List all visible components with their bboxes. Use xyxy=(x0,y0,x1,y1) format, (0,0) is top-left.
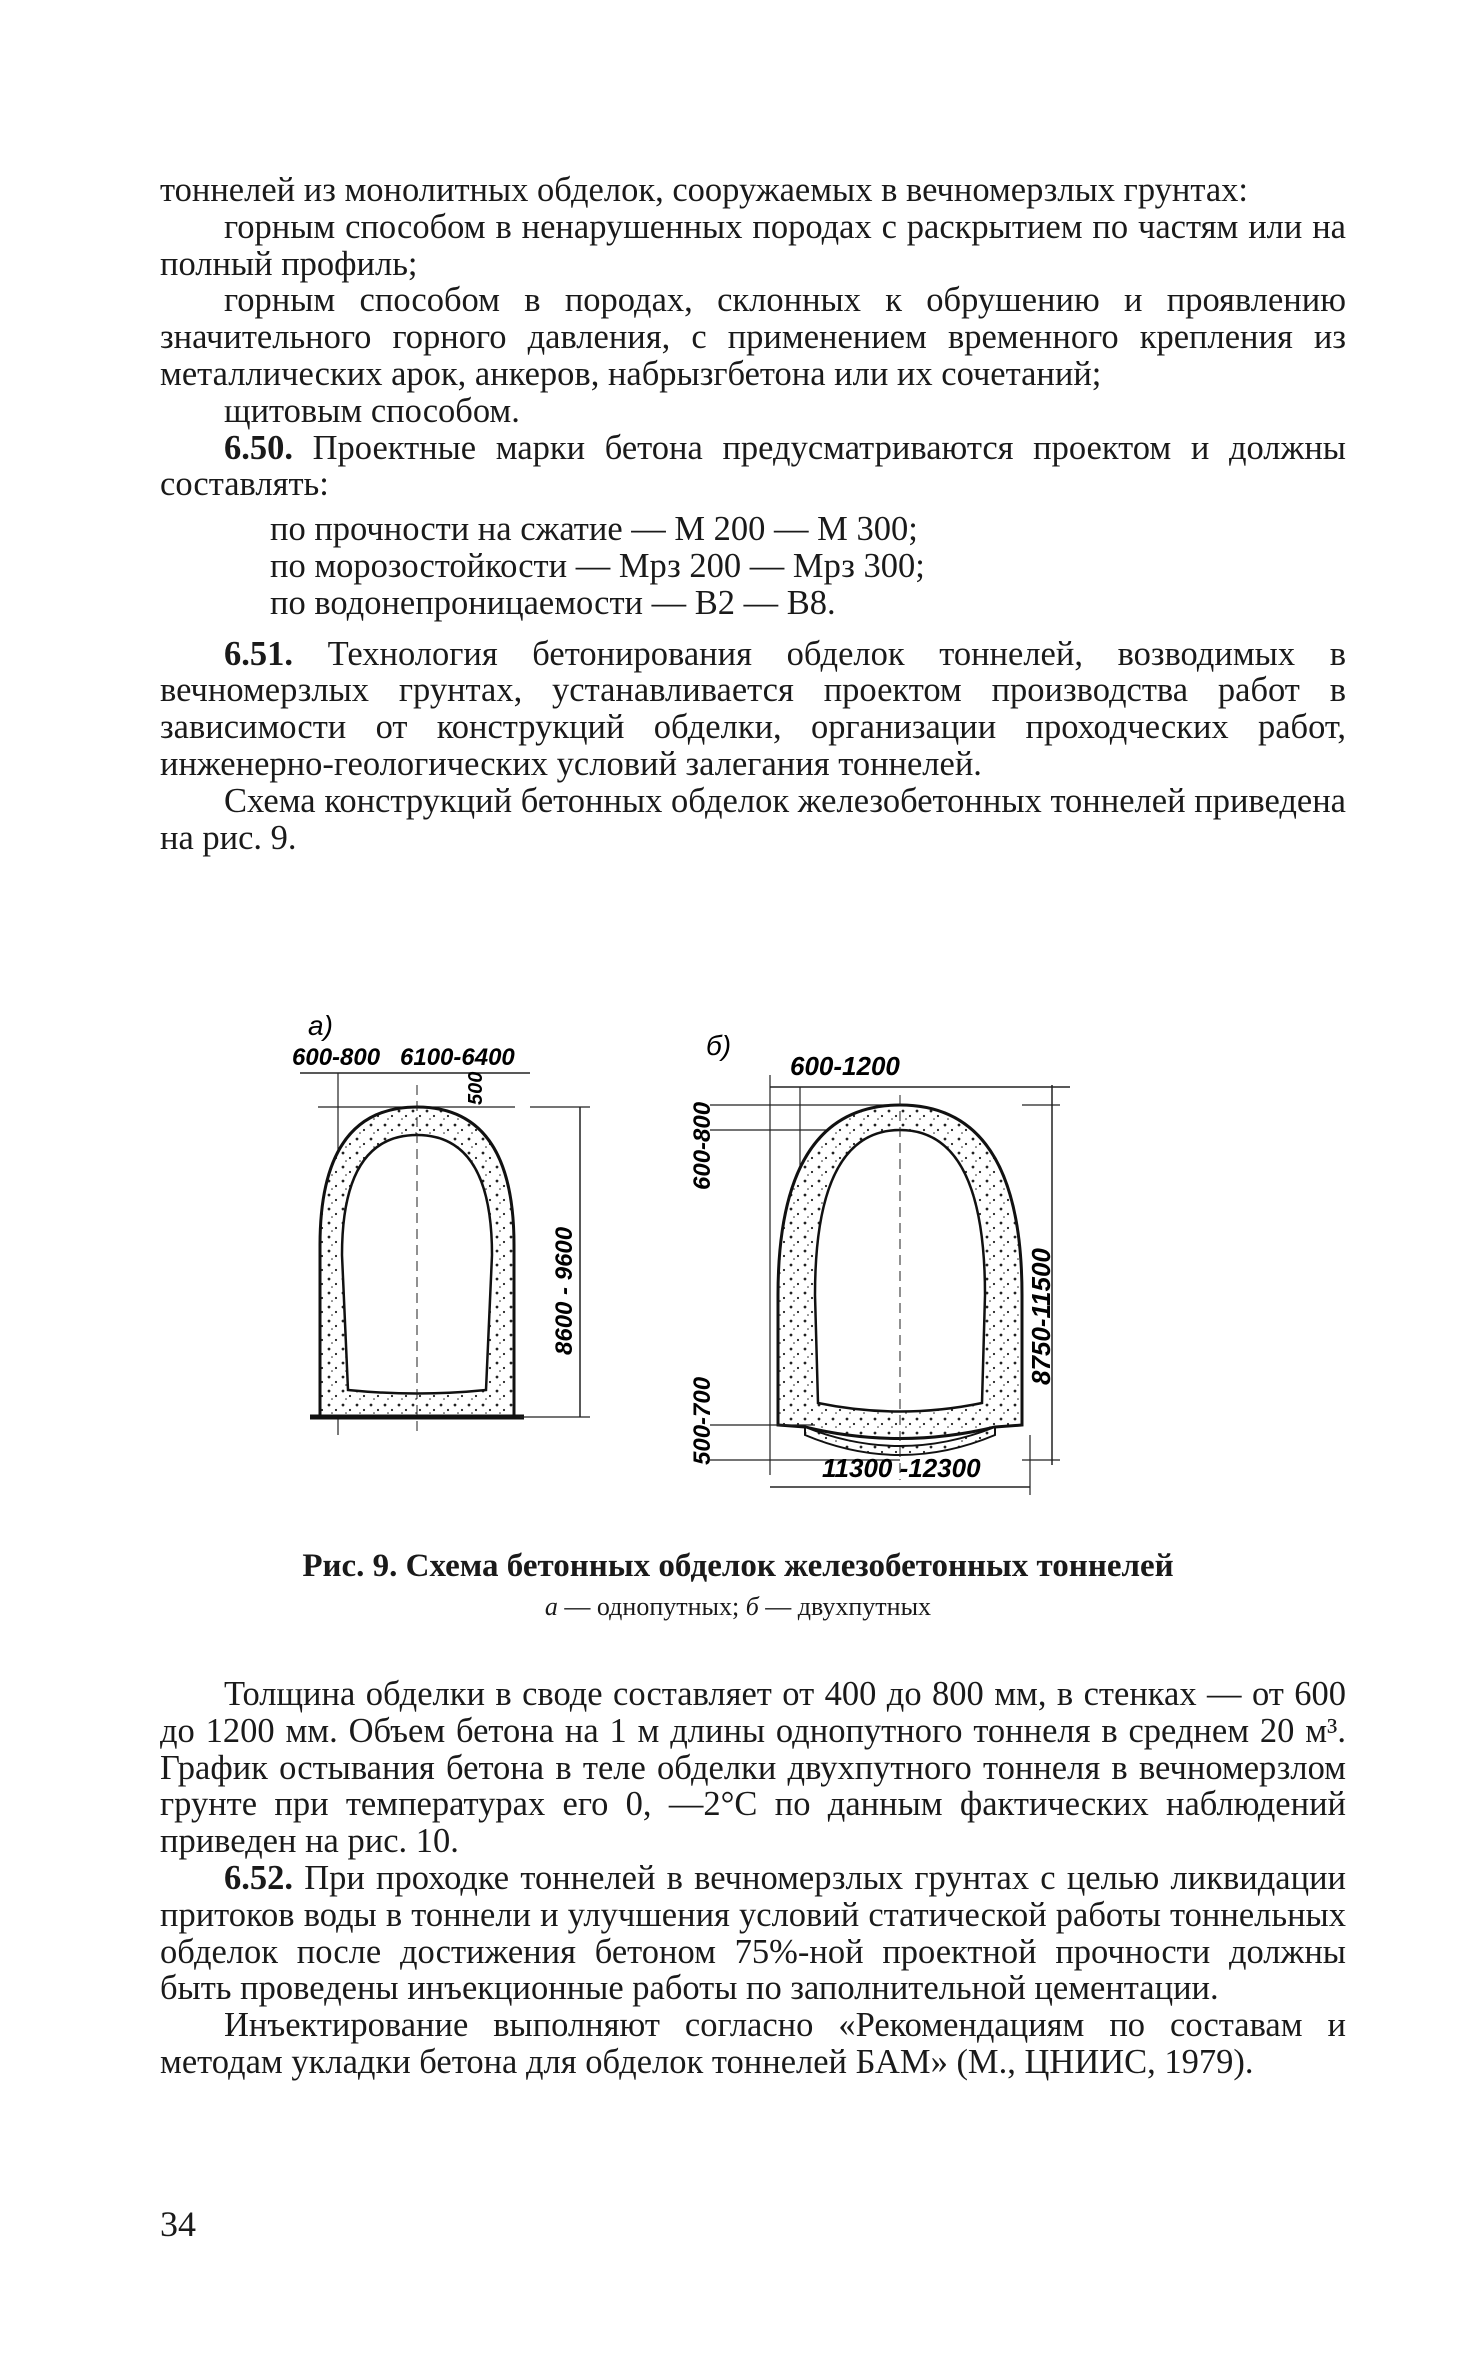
item-6-52-number: 6.52. xyxy=(224,1858,293,1897)
paragraph-injection: Инъектирование выполняют согласно «Рекомендациям по составам и методам укладки бетона для обделок тоннелей БАМ» (М., ЦНИИС, 1979). xyxy=(160,2006,1346,2081)
paragraph-mining-unstable: горным способом в породах, склонных к обрушению и проявлению значительного горного давления, с применением временного крепления из металлических арок, анкеров, набрызгбетона или их сочетаний; xyxy=(160,281,1346,393)
top-text xyxy=(160,172,1346,856)
tunnel-b-double-track xyxy=(689,1030,1070,1495)
caption-letter-b: б xyxy=(745,1592,759,1621)
dim-b-crown: 600-800 xyxy=(689,1101,716,1190)
paragraph-thickness: Толщина обделки в своде составляет от 400 до 800 мм, в стенках — от 600 до 1200 мм. Объем бетона на 1 м длины однопутного тоннеля в среднем 20 м³. График остывания бетона в теле обделки двухпутного тоннеля в вечномерзлом грунте при температурах его 0, —2°С по данным фактических наблюдений приведен на рис. 10. xyxy=(160,1675,1346,1861)
paragraph-mining-intact: горным способом в ненарушенных породах с раскрытием по частям или на полный профиль; xyxy=(160,207,1346,283)
item-6-50-text: Проектные марки бетона предусматриваются проектом и должны составлять: xyxy=(160,428,1346,504)
item-6-52 xyxy=(160,1860,1346,2007)
item-6-50 xyxy=(160,430,1346,504)
figure-9-tunnel-linings xyxy=(270,995,1270,1555)
tunnel-a-single-track xyxy=(292,1010,590,1435)
item-6-51-text: Технология бетонирования обделок тоннелей, возводимых в вечномерзлых грунтах, устанавливается проектом производства работ в зависимости от конструкций обделки, организации проходческих работ, инженерно-геологических условий залегания тоннелей. xyxy=(160,634,1346,783)
item-6-52-text: При проходке тоннелей в вечномерзлых грунтах с целью ликвидации притоков воды в тоннели и улучшения условий статической работы тоннельных обделок после достижения бетоном 75%-ной проектной прочности должны быть проведены инъекционные работы по заполнительной цементации. xyxy=(160,1858,1346,2008)
label-b: б) xyxy=(706,1030,732,1061)
concrete-grades-list xyxy=(160,511,1346,621)
grade-water: по водонепроницаемости — В2 — В8. xyxy=(270,583,836,622)
dim-b-invert: 500-700 xyxy=(689,1376,716,1465)
figure-caption-sub xyxy=(0,1592,1476,1622)
paragraph-shield: щитовым способом. xyxy=(224,391,520,430)
caption-letter-a: а xyxy=(544,1592,558,1621)
dim-b-top: 600-1200 xyxy=(790,1051,900,1081)
item-6-51 xyxy=(160,636,1346,783)
grade-strength: по прочности на сжатие — М 200 — М 300; xyxy=(270,510,918,549)
page-number: 34 xyxy=(160,2204,196,2244)
dim-b-height: 8750-11500 xyxy=(1026,1248,1056,1385)
dim-a-crown: 500 xyxy=(465,1071,487,1105)
caption-text-a: — однопутных; xyxy=(557,1592,746,1621)
dim-b-width: 11300 -12300 xyxy=(822,1453,981,1483)
bottom-text xyxy=(160,1676,1346,2081)
dim-a-top-left: 600-800 xyxy=(292,1044,381,1071)
label-a: а) xyxy=(308,1010,333,1041)
dim-a-height: 8600 - 9600 xyxy=(551,1226,578,1355)
grade-frost: по морозостойкости — Мрз 200 — Мрз 300; xyxy=(270,546,925,585)
caption-text-b: — двухпутных xyxy=(758,1592,932,1621)
paragraph-scheme: Схема конструкций бетонных обделок железобетонных тоннелей приведена на рис. 9. xyxy=(160,781,1346,857)
dim-a-top-right: 6100-6400 xyxy=(400,1044,515,1071)
item-6-51-number: 6.51. xyxy=(224,634,293,673)
figure-caption-title: Рис. 9. Схема бетонных обделок железобетонных тоннелей xyxy=(302,1548,1174,1584)
item-6-50-number: 6.50. xyxy=(224,428,293,467)
paragraph-intro: тоннелей из монолитных обделок, сооружаемых в вечномерзлых грунтах: xyxy=(160,171,1248,209)
